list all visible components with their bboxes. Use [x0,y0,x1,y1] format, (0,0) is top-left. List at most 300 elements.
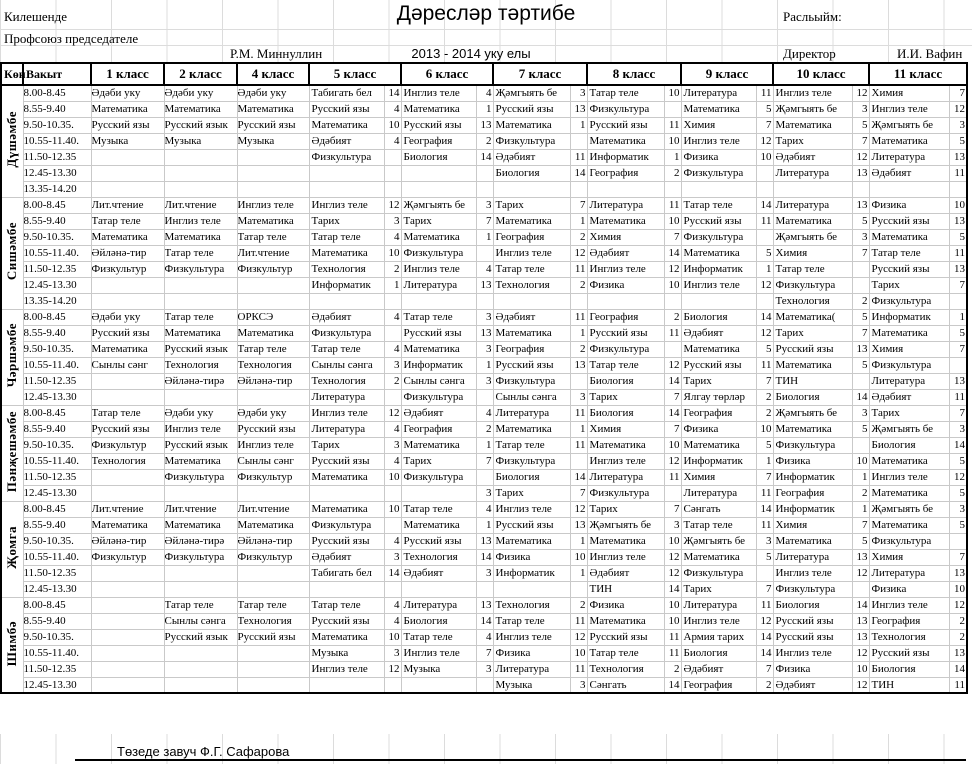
class-cell [309,213,401,229]
subject-cell [237,581,309,597]
class-cell [681,261,773,277]
room-value: 12 [852,678,869,693]
subject-cell: Информатик [683,263,743,275]
subject-cell: Әдәбият [683,663,724,675]
subject-cell: Математика [403,103,460,115]
union-name: Р.М. Миннуллин [230,46,323,61]
subject-cell [164,581,237,597]
class-cell [681,389,773,405]
subject-cell: Технология [311,263,366,275]
class-cell [493,261,587,277]
subject-cell: Физкультура [164,469,237,485]
subject-cell [91,149,164,165]
class-cell [773,85,869,101]
subject-cell [164,677,237,693]
class-cell [773,661,869,677]
room-value: 7 [949,278,966,293]
table-row [1,597,967,613]
subject-cell: Әдәби уку [91,85,164,101]
subject-cell: Математика [237,101,309,117]
room-value: 10 [949,198,966,213]
class-cell [587,597,681,613]
room-value: 13 [949,214,966,229]
class-cell [309,373,401,389]
subject-cell: Физкультура [871,295,932,307]
subject-cell: Сынлы сәнга [495,391,557,403]
room-value: 10 [384,502,401,517]
class-cell [681,677,773,693]
subject-cell: Технология [871,631,926,643]
subject-cell: Татар теле [311,599,361,611]
room-value: 14 [756,630,773,645]
room-value: 10 [664,438,681,453]
subject-cell: Математика [871,231,928,243]
room-value: 1 [570,118,587,133]
subject-cell: Литература [775,199,830,211]
room-value: 14 [756,646,773,661]
table-row [1,117,967,133]
time-cell: 11.50-12.35 [23,565,91,581]
subject-cell: Физкультура [871,359,932,371]
subject-cell: Тарих [589,503,618,515]
class-cell [493,389,587,405]
class-cell [401,277,493,293]
subject-cell: Әдәбият [311,135,352,147]
subject-cell [91,469,164,485]
subject-cell: Биология [589,375,634,387]
subject-cell: Лит.чтение [237,501,309,517]
subject-cell: Әдәбият [589,247,630,259]
subject-cell: Физкультура [403,471,464,483]
room-value: 10 [852,662,869,677]
class-cell [493,597,587,613]
subject-cell: Математика [495,215,552,227]
subject-cell: Математика [91,101,164,117]
subject-cell: Әйләнә-тирә [164,533,237,549]
agreed-label: Килешенде [4,9,68,24]
table-row [1,165,967,181]
subject-cell: Биология [871,663,916,675]
col-header: 2 класс [164,63,237,85]
class-cell [401,181,493,197]
subject-cell: Татар теле [237,229,309,245]
class-cell [493,629,587,645]
room-value: 12 [852,150,869,165]
subject-cell: Литература [683,599,738,611]
room-value: 3 [476,198,493,213]
time-cell: 8.55-9.40 [23,517,91,533]
room-value: 5 [756,342,773,357]
day-label: Сишәмбе [4,222,20,281]
room-value: 7 [664,422,681,437]
subject-cell: Сынлы сәнга [164,613,237,629]
subject-cell: Информатик [403,359,463,371]
class-cell [309,325,401,341]
subject-cell: Русский язык [164,341,237,357]
time-cell: 10.55-11.40. [23,453,91,469]
room-value [756,566,773,581]
subject-cell: Математика [164,325,237,341]
class-cell [493,453,587,469]
subject-cell: Музыка [164,133,237,149]
subject-cell: Физика [589,599,625,611]
subject-cell: Музыка [91,133,164,149]
room-value [756,230,773,245]
subject-cell: Математика [589,215,646,227]
subject-cell: Физкультура [311,151,372,163]
subject-cell: Математика [91,341,164,357]
subject-cell: Әдәби уку [164,85,237,101]
subject-cell: Русский язы [237,629,309,645]
room-value [476,470,493,485]
room-value [476,678,493,693]
room-value [384,326,401,341]
room-value: 12 [664,262,681,277]
day-section [1,85,967,197]
subject-cell: Русский язык [164,629,237,645]
col-header: 5 класс [309,63,401,85]
class-cell [309,101,401,117]
subject-cell: Биология [589,407,634,419]
room-value: 12 [756,134,773,149]
time-cell: 10.55-11.40. [23,133,91,149]
subject-cell: Информатик [683,455,743,467]
subject-cell: Инглиз теле [775,567,832,579]
class-cell [681,373,773,389]
subject-cell: Инглиз теле [403,263,460,275]
subject-cell: Әдәбият [495,151,536,163]
subject-cell: Җәмгыять бе [871,119,934,131]
subject-cell: Лит.чтение [91,501,164,517]
class-cell [773,421,869,437]
subject-cell: Информатик [589,151,649,163]
room-value: 2 [852,294,869,309]
time-cell: 8.00-8.45 [23,85,91,101]
room-value: 4 [476,630,493,645]
class-cell [309,357,401,373]
col-header: 9 класс [681,63,773,85]
subject-cell: ТИН [589,583,613,595]
class-cell [773,325,869,341]
subject-cell: Физкультура [871,535,932,547]
day-section [1,501,967,597]
subject-cell: Математика [311,503,368,515]
class-cell [493,341,587,357]
subject-cell: Татар теле [311,343,361,355]
room-value: 4 [384,598,401,613]
room-value: 3 [384,438,401,453]
class-cell [493,405,587,421]
subject-cell [237,677,309,693]
class-cell [401,597,493,613]
room-value: 2 [384,262,401,277]
time-cell: 8.00-8.45 [23,501,91,517]
class-cell [493,549,587,565]
time-cell: 8.00-8.45 [23,309,91,325]
subject-cell: Физика [871,583,907,595]
table-row [1,469,967,485]
room-value: 11 [756,518,773,533]
room-value: 14 [476,550,493,565]
subject-cell: Татар теле [871,247,921,259]
page-title: Дәресләр тәртибе [396,2,576,25]
room-value: 7 [852,246,869,261]
subject-cell: Литература [403,599,458,611]
class-cell [869,661,967,677]
room-value: 14 [570,470,587,485]
subject-cell: Математика [683,343,740,355]
room-value: 1 [756,262,773,277]
class-cell [869,485,967,501]
col-header: 6 класс [401,63,493,85]
subject-cell: Литература [589,471,644,483]
room-value [852,582,869,597]
room-value [384,518,401,533]
class-cell [773,645,869,661]
director-name: И.И. Вафин [897,46,963,61]
class-cell [587,629,681,645]
class-cell [587,245,681,261]
room-value: 3 [756,534,773,549]
subject-cell: Математика [775,215,832,227]
class-cell [401,373,493,389]
room-value [384,486,401,501]
class-cell [587,581,681,597]
class-cell [309,405,401,421]
room-value [664,102,681,117]
subject-cell: Русский язы [589,119,648,131]
room-value: 3 [476,662,493,677]
subject-cell: Татар теле [495,439,545,451]
subject-cell: Математика [164,229,237,245]
subject-cell: Татар теле [403,311,453,323]
subject-cell: Физкультур [237,549,309,565]
subject-cell: Математика [311,471,368,483]
room-value: 3 [384,214,401,229]
room-value: 2 [476,134,493,149]
class-cell [587,565,681,581]
room-value: 13 [949,374,966,389]
day-label: Шимбә [4,620,20,666]
class-cell [773,197,869,213]
room-value: 11 [570,262,587,277]
class-cell [681,661,773,677]
class-cell [587,309,681,325]
class-cell [773,613,869,629]
room-value: 11 [664,118,681,133]
room-value: 10 [384,470,401,485]
class-cell [773,597,869,613]
subject-cell: Технология [91,453,164,469]
room-value: 4 [476,86,493,101]
col-header: 7 класс [493,63,587,85]
subject-cell: Физкультура [164,549,237,565]
class-cell [773,517,869,533]
subject-cell: Татар теле [495,263,545,275]
class-cell [493,437,587,453]
subject-cell: Математика [871,519,928,531]
class-cell [773,149,869,165]
time-cell: 11.50-12.35 [23,661,91,677]
subject-cell: Физкультура [775,583,836,595]
subject-cell: Русский язы [311,615,370,627]
time-cell: 11.50-12.35 [23,261,91,277]
room-value: 11 [570,310,587,325]
room-value: 1 [756,454,773,469]
room-value [476,390,493,405]
subject-cell [91,565,164,581]
class-cell [493,197,587,213]
room-value: 3 [852,230,869,245]
room-value [570,294,587,309]
time-cell: 11.50-12.35 [23,373,91,389]
subject-cell: Әйләнә-тирә [164,373,237,389]
subject-cell: Математика [775,535,832,547]
subject-cell: Сынлы сәнга [311,359,373,371]
class-cell [493,293,587,309]
table-row [1,645,967,661]
class-cell [681,245,773,261]
class-cell [869,213,967,229]
subject-cell: Литература [683,487,738,499]
class-cell [773,245,869,261]
class-cell [493,165,587,181]
table-row [1,517,967,533]
subject-cell: Биология [683,311,728,323]
class-cell [773,357,869,373]
day-label: Дүшәмбе [4,111,20,169]
subject-cell: Литература [495,663,550,675]
room-value: 10 [949,582,966,597]
room-value [384,582,401,597]
class-cell [309,261,401,277]
subject-cell: Әдәбият [589,567,630,579]
subject-cell: Русский язы [871,215,930,227]
day-cell [1,405,23,501]
day-cell [1,309,23,405]
room-value [384,150,401,165]
table-row [1,245,967,261]
room-value: 14 [949,662,966,677]
class-cell [401,517,493,533]
day-label: Чәршәмбе [4,323,20,388]
class-cell [401,581,493,597]
class-cell [401,357,493,373]
subject-cell [237,485,309,501]
subject-cell: Технология [589,663,644,675]
class-cell [587,517,681,533]
col-header: 8 класс [587,63,681,85]
room-value: 7 [756,470,773,485]
room-value: 2 [570,342,587,357]
subject-cell: Инглиз теле [589,551,646,563]
director-label: Директор [783,46,836,61]
time-cell: 9.50-10.35. [23,229,91,245]
subject-cell: Тарих [311,215,340,227]
class-cell [869,645,967,661]
class-cell [869,517,967,533]
col-header: 1 класс [91,63,164,85]
class-cell [869,181,967,197]
table-row [1,357,967,373]
subject-cell: Сынлы сәнг [91,357,164,373]
class-cell [587,165,681,181]
room-value: 10 [384,630,401,645]
subject-cell: Математика [311,247,368,259]
room-value: 3 [384,550,401,565]
subject-cell [237,661,309,677]
room-value: 11 [570,150,587,165]
room-value: 10 [570,550,587,565]
room-value: 10 [664,534,681,549]
header-row [1,63,967,85]
class-cell [681,149,773,165]
subject-cell: Химия [871,343,904,355]
class-cell [587,357,681,373]
class-cell [401,309,493,325]
subject-cell: Әдәбият [871,391,912,403]
subject-cell: Биология [403,151,448,163]
room-value [384,390,401,405]
room-value: 3 [476,374,493,389]
subject-cell [237,293,309,309]
subject-cell [237,565,309,581]
class-cell [401,533,493,549]
room-value: 7 [476,214,493,229]
subject-cell: Татар теле [311,231,361,243]
class-cell [401,565,493,581]
subject-cell: Литература [311,391,366,403]
subject-cell: Химия [775,519,808,531]
time-cell: 8.55-9.40 [23,213,91,229]
subject-cell: Литература [775,167,830,179]
subject-cell: Физкультура [683,567,744,579]
room-value: 3 [476,486,493,501]
class-cell [869,277,967,293]
subject-cell: Инглиз теле [311,663,368,675]
class-cell [773,261,869,277]
class-cell [681,277,773,293]
room-value: 4 [476,406,493,421]
class-cell [869,325,967,341]
room-value: 12 [949,598,966,613]
time-cell: 12.45-13.30 [23,277,91,293]
room-value: 11 [756,214,773,229]
room-value: 11 [664,198,681,213]
room-value [664,294,681,309]
room-value: 7 [949,550,966,565]
table-row [1,549,967,565]
subject-cell: Лит.чтение [164,501,237,517]
room-value: 7 [949,342,966,357]
room-value: 11 [664,326,681,341]
subject-cell: Сынлы сәнг [237,453,309,469]
class-cell [401,469,493,485]
table-row [1,437,967,453]
room-value: 3 [949,422,966,437]
room-value: 7 [852,518,869,533]
subject-cell: Армия тарих [683,631,745,643]
table-row [1,389,967,405]
room-value: 3 [949,118,966,133]
subject-cell [91,181,164,197]
subject-cell: Музыка [495,678,533,691]
room-value [949,294,966,309]
class-cell [401,501,493,517]
room-value: 13 [476,598,493,613]
subject-cell: Физкультура [775,439,836,451]
class-cell [869,85,967,101]
